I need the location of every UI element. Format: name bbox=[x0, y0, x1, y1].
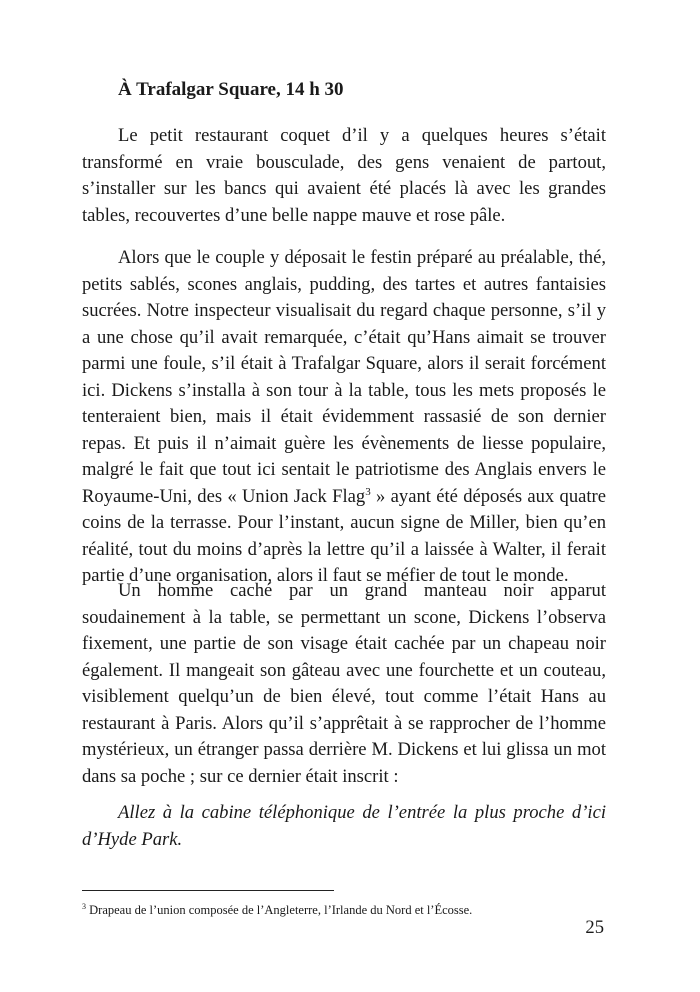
footnote bbox=[82, 902, 472, 918]
footnote-divider bbox=[82, 890, 334, 891]
paragraph-2-part-1: Alors que le couple y déposait le festin préparé au préalable, thé, petits sablés, scones anglais, pudding, des tartes et autres fantaisies sucrées. Notre inspecteur visualisait du regard chaque personne, s’il y a une chose qu’il avait remarquée, c’était qu’Hans aimait se trouver parmi une foule, s’il était à Trafalgar Square, alors il serait forcément ici. Dickens s’installa à son tour à la table, tous les mets proposés le tenteraient bien, mais il était évidemment rassasié de son dernier repas. Et puis il n’aimait guère les évènements de liesse populaire, malgré le fait que tout ici sentait le patriotisme des Anglais envers le Royaume-Uni, des « Union Jack Flag bbox=[82, 247, 606, 507]
paragraph-1: Le petit restaurant coquet d’il y a quelques heures s’était transformé en vraie bousculade, des gens venaient de partout, s’installer sur les bancs qui avaient été placés là avec les grandes tables, recouvertes d’une belle nappe mauve et rose pâle. bbox=[82, 125, 606, 226]
page-number: 25 bbox=[585, 917, 604, 938]
footnote-number: 3 bbox=[82, 901, 86, 911]
paragraph-3: Un homme caché par un grand manteau noir apparut soudainement à la table, se permettant un scone, Dickens l’observa fixement, une partie de son visage était cachée par un chapeau noir également. Il mangeait son gâteau avec une fourchette et un couteau, visiblement quelqu’un de bien élevé, tout comme l’était Hans au restaurant à Paris. Alors qu’il s’apprêtait à se rapprocher de l’homme mystérieux, un étranger passa derrière M. Dickens et lui glissa un mot dans sa poche ; sur ce dernier était inscrit : bbox=[82, 580, 606, 787]
footnote-text: Drapeau de l’union composée de l’Angleterre, l’Irlande du Nord et l’Écosse. bbox=[86, 903, 473, 917]
section-heading: À Trafalgar Square, 14 h 30 bbox=[118, 79, 344, 100]
paragraph-2 bbox=[82, 245, 606, 590]
paragraph-2-part-2: » ayant été déposés aux quatre coins de la terrasse. Pour l’instant, aucun signe de Miller, bien qu’en réalité, tout du moins d’après la lettre qu’il a laissée à Walter, il ferait partie d’une organisation, alors il faut se méfier de tout le monde. bbox=[82, 485, 606, 586]
note-quote: Allez à la cabine téléphonique de l’entrée la plus proche d’ici d’Hyde Park. bbox=[82, 802, 606, 850]
footnote-reference: 3 bbox=[365, 485, 371, 498]
